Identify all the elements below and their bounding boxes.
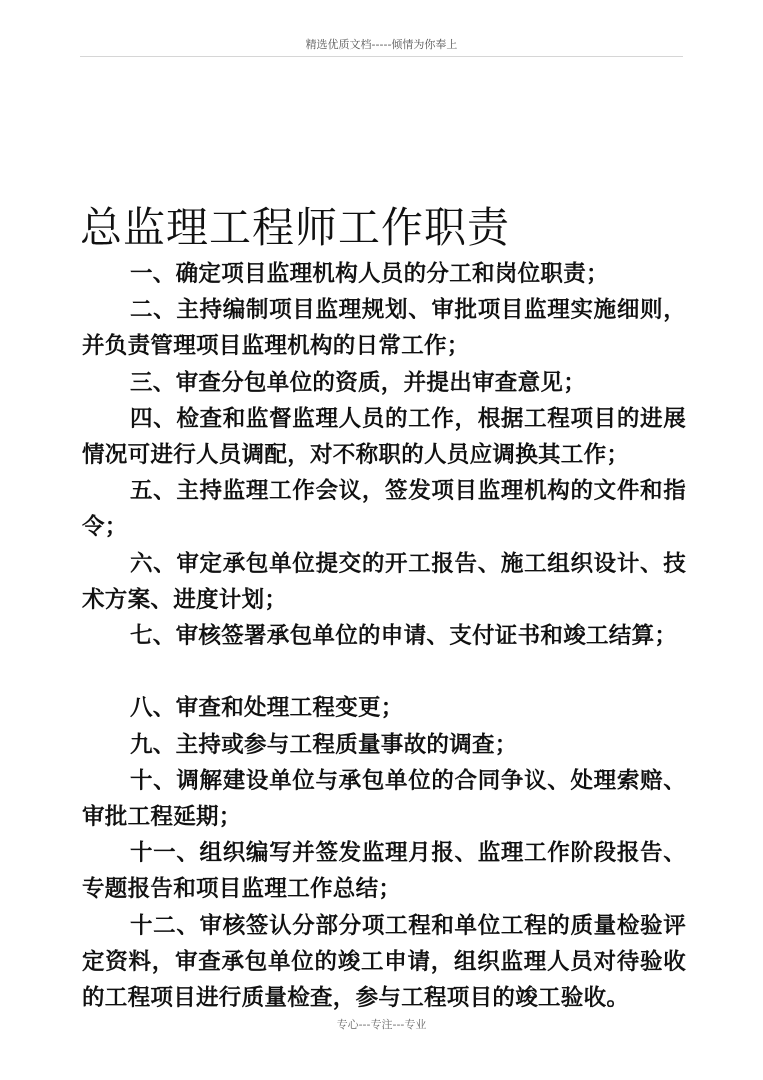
duty-item-9: 九、主持或参与工程质量事故的调查； [130,731,518,758]
duty-item-4: 四、检查和监督监理人员的工作，根据工程项目的进展情况可进行人员调配，对不称职的人员应调换其工作； [82,405,686,469]
duty-item-12: 十二、审核签认分部分项工程和单位工程的质量检验评定资料，审查承包单位的竣工申请，组织监理人员对待验收的工程项目进行质量检查，参与工程项目的竣工验收。 [82,912,686,1012]
duty-item-7: 七、审核签署承包单位的申请、支付证书和竣工结算； [130,623,678,650]
duty-item-3: 三、审查分包单位的资质，并提出审查意见； [130,369,587,396]
page-footer: 专心---专注---专业 [336,1018,427,1031]
duty-item-10: 十、调解建设单位与承包单位的合同争议、处理索赔、审批工程延期； [82,767,686,831]
blank-line [82,654,686,690]
document-body [82,256,686,1016]
duty-item-11: 十一、组织编写并签发监理月报、监理工作阶段报告、专题报告和项目监理工作总结； [82,840,686,903]
duty-item-6: 六、审定承包单位提交的开工报告、施工组织设计、技术方案、进度计划； [82,550,686,613]
duty-item-5: 五、主持监理工作会议，签发项目监理机构的文件和指令； [82,478,686,541]
page-header-text: 精选优质文档-----倾情为你奉上 [305,38,458,51]
duty-item-8: 八、审查和处理工程变更； [130,695,404,722]
page-header [80,0,683,57]
duty-item-2: 二、主持编制项目监理规划、审批项目监理实施细则，并负责管理项目监理机构的日常工作； [82,297,686,360]
duty-item-1: 一、确定项目监理机构人员的分工和岗位职责； [130,261,609,287]
document-title: 总监理工程师工作职责 [80,203,511,252]
